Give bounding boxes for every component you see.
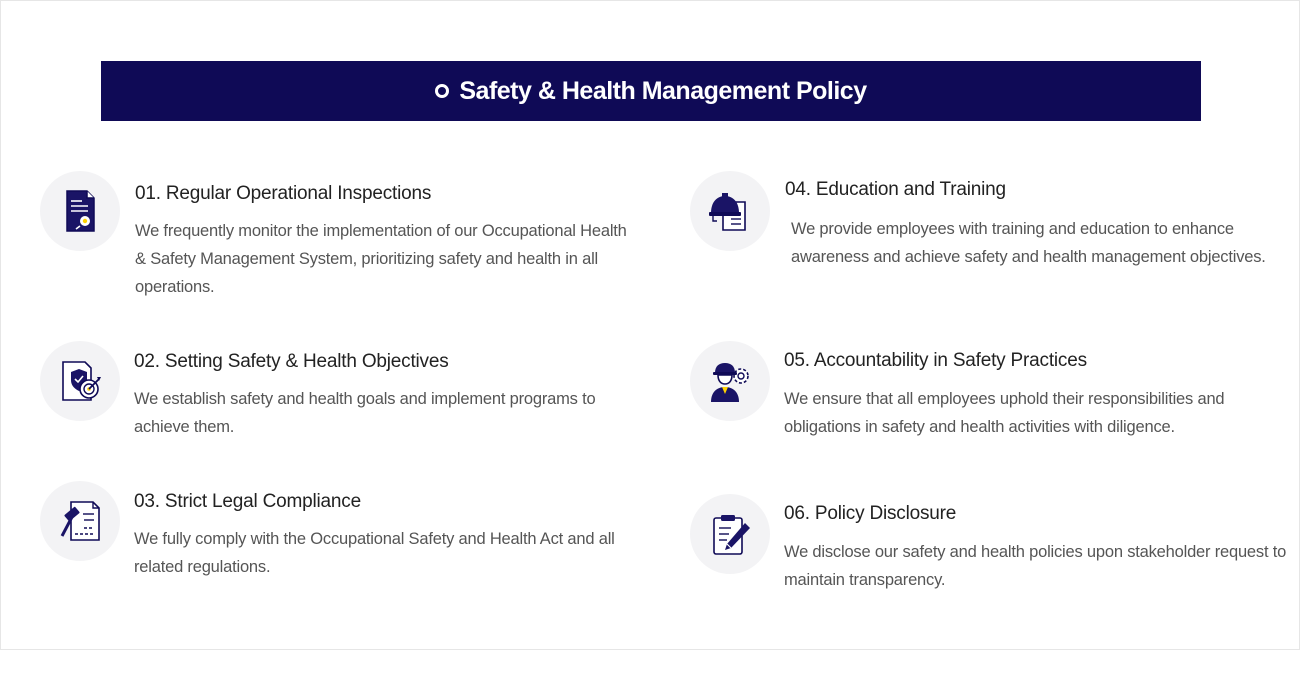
policy-title: 03. Strict Legal Compliance xyxy=(134,491,361,512)
policy-description: We establish safety and health goals and implement programs to achieve them. xyxy=(134,390,596,436)
clipboard-pen-icon xyxy=(707,511,753,557)
policy-title: 06. Policy Disclosure xyxy=(784,503,957,524)
policy-icon-circle xyxy=(690,171,770,251)
policy-icon-circle xyxy=(690,341,770,421)
shield-target-icon xyxy=(57,358,103,404)
policy-icon-circle xyxy=(40,171,120,251)
document-inspection-icon xyxy=(57,188,103,234)
gavel-document-icon xyxy=(57,498,103,544)
policy-title: 05. Accountability in Safety Practices xyxy=(784,350,1087,371)
hard-hat-document-icon xyxy=(707,188,753,234)
worker-gear-icon xyxy=(707,358,753,404)
policy-header-banner xyxy=(101,61,1201,121)
policy-title: 02. Setting Safety & Health Objectives xyxy=(134,351,449,372)
policy-description: We ensure that all employees uphold their responsibilities and obligations in safety and health activities with diligence. xyxy=(784,390,1225,436)
policy-description: We fully comply with the Occupational Safety and Health Act and all related regulations. xyxy=(134,530,615,576)
policy-icon-circle xyxy=(40,341,120,421)
policy-icon-circle xyxy=(690,494,770,574)
circle-bullet-icon xyxy=(435,84,449,98)
page-title: Safety & Health Management Policy xyxy=(459,76,867,105)
policy-description: We frequently monitor the implementation of our Occupational Health & Safety Management System, prioritizing safety and health in all operations. xyxy=(135,222,627,296)
policy-icon-circle xyxy=(40,481,120,561)
policy-description: We provide employees with training and education to enhance awareness and achieve safety and health management objectives. xyxy=(791,220,1266,266)
policy-title: 01. Regular Operational Inspections xyxy=(135,183,432,204)
policy-title: 04. Education and Training xyxy=(785,179,1006,200)
policy-description: We disclose our safety and health policies upon stakeholder request to maintain transparency. xyxy=(784,543,1287,589)
